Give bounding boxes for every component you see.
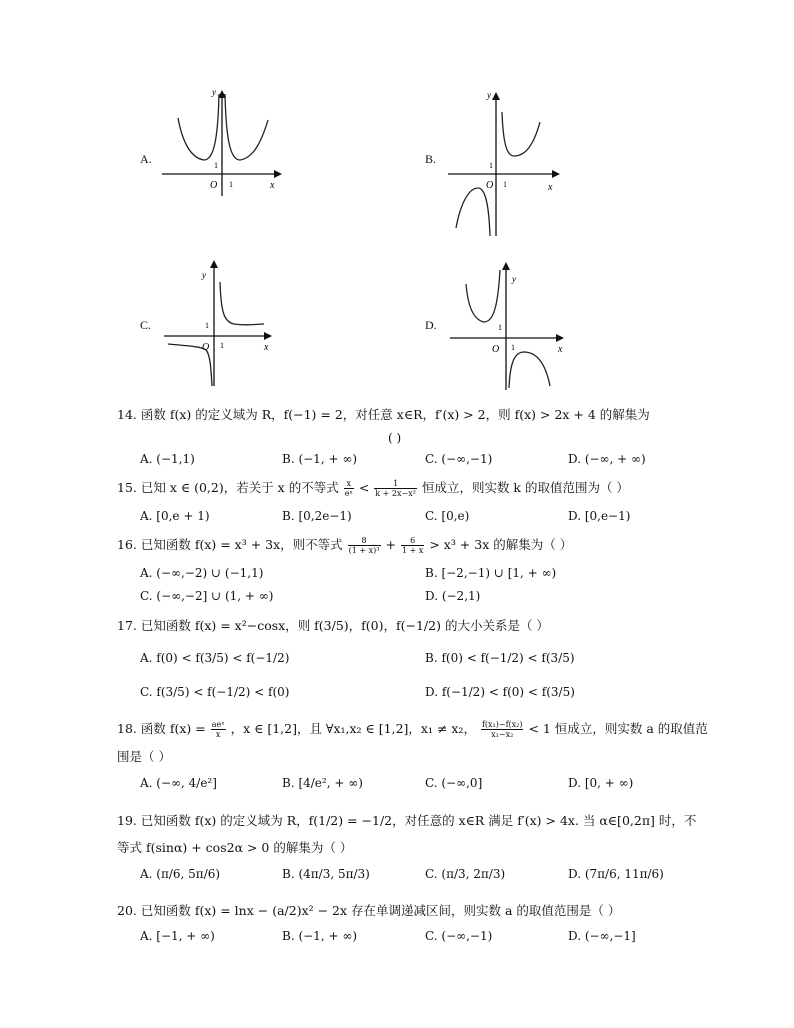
graph-option-b [446,88,576,238]
origin-label: O [486,180,494,191]
q14-option-a: A. (−1,1) [140,452,195,466]
y-axis-label: y [512,274,516,284]
q18-fraction-ratio: $\frac{\text{f(x₁)−f(x₂)}}{\text{x₁−x₂}}$ [481,720,523,739]
question-20-stem: 20. 已知函数 f(x) = lnx − (a/2)x² − 2x 存在单调递减区间，则实数 a 的取值范围是（ ） [117,903,621,918]
y-tick-1: 1 [498,323,502,332]
q19-option-c: C. (π/3, 2π/3) [425,867,506,881]
q18-option-d: D. [0, + ∞) [568,776,634,790]
origin-label: O [492,344,500,355]
q15-option-a: A. [0,e + 1) [140,509,210,523]
x-tick-1: 1 [229,180,233,189]
question-18-line2: 围是（ ） [117,749,171,764]
q16-option-a: A. (−∞,−2) ∪ (−1,1) [140,566,264,580]
q20-option-d: D. (−∞,−1] [568,929,636,943]
q18-option-b: B. [4/e², + ∞) [282,776,363,790]
q18-option-a: A. (−∞, 4/e²] [140,776,217,790]
y-axis-label: y [487,90,491,100]
x-axis-label: x [270,180,275,191]
q16-suffix: > x³ + 3x 的解集为（ ） [429,537,573,552]
q15-suffix: 恒成立，则实数 k 的取值范围为（ ） [421,480,629,495]
graph-option-c [160,258,280,388]
question-19-line1: 19. 已知函数 f(x) 的定义域为 R，f(1/2) = −1/2，对任意的 x∈R 满足 f′(x) > 4x. 当 α∈[0,2π] 时，不 [117,813,697,828]
q14-option-d: D. (−∞, + ∞) [568,452,646,466]
question-15-stem: 15. 已知 x ∈ (0,2)，若关于 x 的不等式 $\frac{x}{\text{eˣ}}$ < $\frac{1}{\text{k + 2x−x²}}$ 恒成立，则实数 k 的取值范围为（ ） [117,479,629,498]
q16-fraction-1: $\frac{8}{\text{(1 + x)³}}$ [348,536,380,555]
question-17-stem: 17. 已知函数 f(x) = x²−cosx，则 f(3/5)，f(0)，f(−1/2) 的大小关系是（ ） [117,618,549,633]
x-tick-1: 1 [220,341,224,350]
question-14-stem: 14. 函数 f(x) 的定义域为 R，f(−1) = 2，对任意 x∈R，f′(x) > 2，则 f(x) > 2x + 4 的解集为 [117,407,650,422]
x-tick-1: 1 [503,180,507,189]
q18-option-c: C. (−∞,0] [425,776,483,790]
q15-option-b: B. [0,2e−1) [282,509,352,523]
q18-prefix: 18. 函数 f(x) = [117,721,206,736]
q18-middle: ，x ∈ [1,2]，且 ∀x₁,x₂ ∈ [1,2]，x₁ ≠ x₂， [230,721,476,736]
q16-option-b: B. [−2,−1) ∪ [1, + ∞) [425,566,557,580]
q15-fraction-2: $\frac{1}{\text{k + 2x−x²}}$ [375,479,416,498]
x-axis-label: x [548,182,553,193]
q19-option-b: B. (4π/3, 5π/3) [282,867,370,881]
q20-option-b: B. (−1, + ∞) [282,929,357,943]
x-axis-label: x [264,342,269,353]
y-tick-1: 1 [214,161,218,170]
x-axis-label: x [558,344,563,355]
graph-option-d [446,258,576,393]
y-tick-1: 1 [489,161,493,170]
q15-option-d: D. [0,e−1) [568,509,631,523]
q16-prefix: 16. 已知函数 f(x) = x³ + 3x，则不等式 [117,537,343,552]
option-b-label: B. [425,152,437,166]
q17-option-b: B. f(0) < f(−1/2) < f(3/5) [425,651,575,665]
q16-fraction-2: $\frac{6}{1 + x}$ [401,536,424,555]
q14-option-b: B. (−1, + ∞) [282,452,357,466]
q16-option-d: D. (−2,1) [425,589,481,603]
option-a-label: A. [140,152,152,166]
y-tick-1: 1 [205,321,209,330]
q14-option-c: C. (−∞,−1) [425,452,493,466]
q17-option-a: A. f(0) < f(3/5) < f(−1/2) [140,651,290,665]
origin-label: O [202,342,210,353]
q15-prefix: 15. 已知 x ∈ (0,2)，若关于 x 的不等式 [117,480,339,495]
q20-option-c: C. (−∞,−1) [425,929,493,943]
q18-suffix: < 1 恒成立，则实数 a 的取值范 [528,721,708,736]
option-d-label: D. [425,318,437,332]
question-19-line2: 等式 f(sinα) + cos2α > 0 的解集为（ ） [117,840,353,855]
q17-option-c: C. f(3/5) < f(−1/2) < f(0) [140,685,290,699]
x-tick-1: 1 [511,343,515,352]
question-18-stem [117,720,712,739]
q20-option-a: A. [−1, + ∞) [140,929,215,943]
graph-option-a [160,88,290,198]
q19-option-d: D. (7π/6, 11π/6) [568,867,664,881]
origin-label: O [210,180,218,191]
y-axis-label: y [202,270,206,280]
q16-option-c: C. (−∞,−2] ∪ (1, + ∞) [140,589,274,603]
q18-fraction-f: $\frac{\text{aeˣ}}{x}$ [211,720,225,739]
q15-option-c: C. [0,e) [425,509,470,523]
question-14-blank: ( ) [388,431,402,445]
option-c-label: C. [140,318,152,332]
q17-option-d: D. f(−1/2) < f(0) < f(3/5) [425,685,575,699]
q15-fraction-1: $\frac{x}{\text{eˣ}}$ [344,479,353,498]
y-axis-label: y [212,88,216,97]
question-16-stem: 16. 已知函数 f(x) = x³ + 3x，则不等式 $\frac{8}{\text{(1 + x)³}}$ + $\frac{6}{1 + x}$ > x³ + 3x 的解集为（ ） [117,536,573,555]
q19-option-a: A. (π/6, 5π/6) [140,867,221,881]
